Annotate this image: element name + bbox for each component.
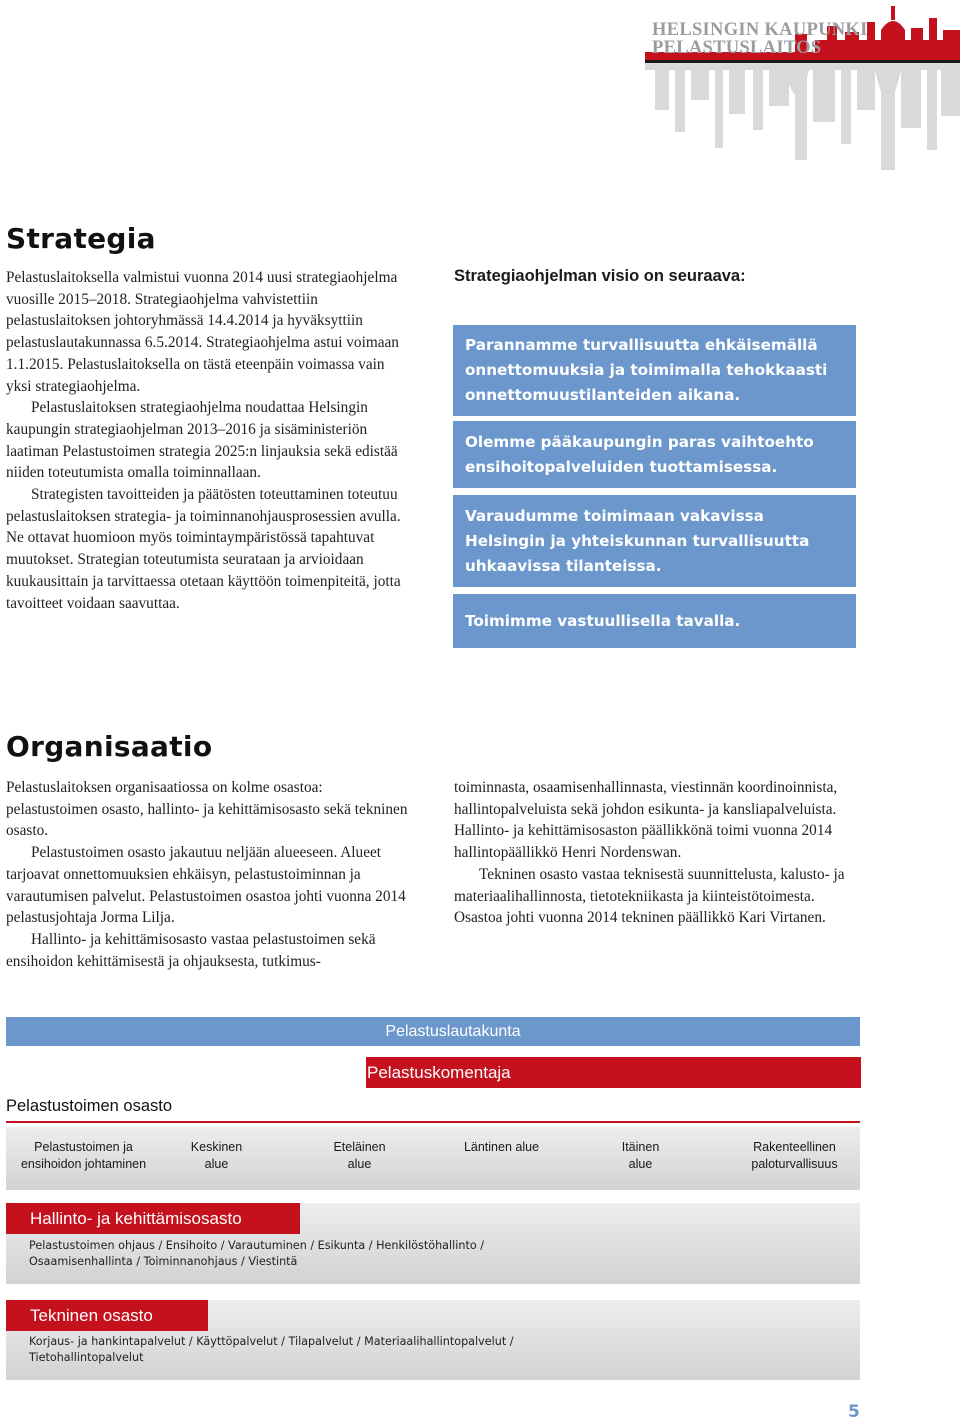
vision-item-1-text: Parannamme turvallisuutta ehkäisemällä onnettomuuksia ja toimimalla tehokkaasti onnettomuustilanteiden aikana. bbox=[465, 336, 828, 404]
strategy-heading: Strategia bbox=[6, 222, 156, 255]
admin-dept-title-box bbox=[6, 1203, 300, 1234]
strategy-paragraph-3: Strategisten tavoitteiden ja päätösten toteuttaminen toteutuu pelastuslaitoksen strategia- ja toiminnanohjausprosessien avulla. Ne ottavat huomioon myös toimintaympäristössä tapahtuvat muutokset. Strategian toteutumista seurataan ja arvioidaan kuukausittain ja tarvittaessa otetaan käyttöön toimenpiteitä, jotta tavoitteet voidaan saavuttaa. bbox=[6, 486, 401, 612]
logo-line1: HELSINGIN KAUPUNKI bbox=[652, 20, 868, 40]
strategy-paragraph-1: Pelastuslaitoksella valmistui vuonna 2014 uusi strategiaohjelma vuosille 2015–2018. Strategiaohjelma vahvistettiin pelastuslaitoksen johtoryhmässä 14.4.2014 ja hyväksyttiin pelastuslautakunnassa 6.5.2014. Strategiaohjelma astui voimaan 1.1.2015. Pelastuslaitoksella on tästä eteenpäin voimassa vain yksi strategiaohjelma. bbox=[6, 269, 399, 395]
board-label: Pelastuslautakunta bbox=[385, 1022, 521, 1040]
organisation-text-right bbox=[454, 777, 859, 929]
org-paragraph-3: Hallinto- ja kehittämisosasto vastaa pelastustoimen sekä ensihoidon kehittämisestä ja ohjauksesta, tutkimus- bbox=[6, 930, 376, 970]
vision-item-3-text: Varaudumme toimimaan vakavissa Helsingin ja yhteiskunnan turvallisuutta uhkaavissa tilanteissa. bbox=[465, 506, 810, 575]
page-number: 5 bbox=[848, 1402, 860, 1422]
unit-fire-safety: Rakenteellinen paloturvallisuus bbox=[751, 1140, 838, 1171]
strategy-text bbox=[6, 267, 411, 614]
vision-item-2 bbox=[453, 421, 856, 488]
tech-dept-title-box bbox=[6, 1300, 208, 1331]
unit-command: Pelastustoimen ja ensihoidon johtaminen bbox=[20, 1140, 147, 1171]
vision-item-2-text: Olemme pääkaupungin paras vaihtoehto ensihoitopalveluiden tuottamisessa. bbox=[465, 432, 814, 476]
strategy-paragraph-2: Pelastuslaitoksen strategiaohjelma noudattaa Helsingin kaupungin strategiaohjelman 2013–2016 ja sisäministeriön laatiman Pelastustoimen strategia 2025:n linjauksia sekä edistää niiden toteutumista omalla toiminnallaan. bbox=[6, 399, 398, 482]
vision-item-4 bbox=[453, 594, 856, 648]
rescue-dept-title: Pelastustoimen osasto bbox=[6, 1097, 173, 1115]
vision-item-1 bbox=[453, 325, 856, 416]
vision-item-4-text: Toimimme vastuullisella tavalla. bbox=[465, 611, 741, 630]
tech-dept-list-line2: Tietohallintopalvelut bbox=[29, 1351, 144, 1364]
logo bbox=[645, 0, 960, 175]
tech-dept-list-line1: Korjaus- ja hankintapalvelut / Käyttöpalvelut / Tilapalvelut / Materiaalihallintopalvelut / bbox=[29, 1335, 514, 1348]
unit-west: Läntinen alue bbox=[463, 1140, 540, 1154]
tech-dept-list bbox=[29, 1334, 514, 1366]
unit-central: Keskinen alue bbox=[190, 1140, 243, 1171]
org-paragraph-4: toiminnasta, osaamisenhallinnasta, viestinnän koordinoinnista, hallintopalveluista sekä johdon esikunta- ja kansliapalveluista. Hallinto- ja kehittämisosaston päällikkönä toimi vuonna 2014 hallintopäällikkö Henri Nordenswan. bbox=[454, 779, 838, 862]
org-paragraph-2: Pelastustoimen osasto jakautuu neljään alueeseen. Alueet tarjoavat onnettomuuksien ehkäisyn, pelastustoiminnan ja varautumisen palvelut. Pelastustoimen osastoa johti vuonna 2014 pelastusjohtaja Jorma Lilja. bbox=[6, 844, 406, 927]
admin-dept-list bbox=[29, 1238, 484, 1270]
org-paragraph-5: Tekninen osasto vastaa teknisestä suunnittelusta, kalusto- ja materiaalihallinnosta, tietotekniikasta ja kiinteistötoimesta. Osastoa johti vuonna 2014 tekninen päällikkö Kari Virtanen. bbox=[454, 865, 845, 927]
admin-dept-list-line1: Pelastustoimen ohjaus / Ensihoito / Varautuminen / Esikunta / Henkilöstöhallinto / bbox=[29, 1239, 485, 1252]
rescue-dept-rule bbox=[6, 1121, 860, 1123]
logo-line2: PELASTUSLAITOS bbox=[652, 38, 822, 58]
admin-dept-title: Hallinto- ja kehittämisosasto bbox=[30, 1208, 242, 1228]
command-label: Pelastuskomentaja bbox=[367, 1062, 511, 1082]
vision-item-3 bbox=[453, 495, 856, 587]
organisation-heading: Organisaatio bbox=[6, 730, 213, 763]
organisation-text-left bbox=[6, 777, 411, 972]
command-box bbox=[366, 1057, 861, 1088]
tech-dept-title: Tekninen osasto bbox=[30, 1305, 153, 1325]
unit-south: Eteläinen alue bbox=[333, 1140, 386, 1171]
board-box bbox=[6, 1017, 860, 1046]
unit-east: Itäinen alue bbox=[621, 1140, 660, 1171]
org-paragraph-1: Pelastuslaitoksen organisaatiossa on kolme osastoa: pelastustoimen osasto, hallinto- ja kehittämisosasto sekä tekninen osasto. bbox=[6, 779, 408, 840]
admin-dept-list-line2: Osaamisenhallinta / Toiminnanohjaus / Viestintä bbox=[29, 1255, 298, 1268]
vision-title: Strategiaohjelman visio on seuraava: bbox=[454, 267, 746, 285]
